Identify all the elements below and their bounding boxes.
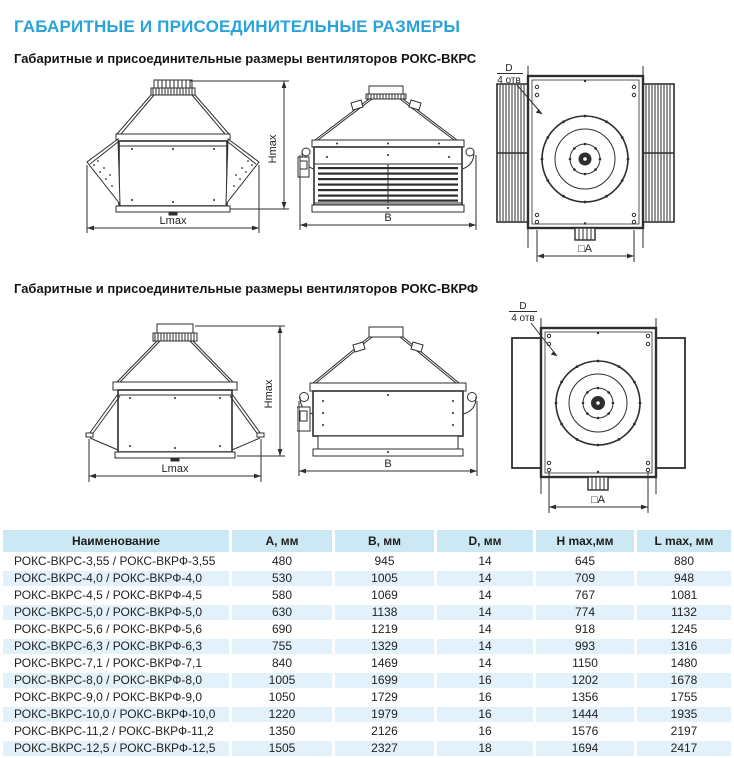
- row-name: РОКС-ВКРС-11,2 / РОКС-ВКРФ-11,2: [14, 724, 214, 738]
- header-hmax: Н max,мм: [536, 530, 634, 552]
- drawing-vkrf-front-view: [45, 322, 295, 490]
- dim-label-b: B: [384, 212, 392, 224]
- drawing-vkrs-side-view: [297, 85, 479, 235]
- dim-label-d: D: [519, 301, 527, 312]
- bottom-flange: [115, 452, 235, 458]
- row-value: 1699: [335, 673, 434, 688]
- hook-right: [462, 148, 474, 169]
- row-value: 1576: [571, 724, 599, 738]
- brace-right: [230, 394, 264, 450]
- row-value: 1219: [371, 622, 398, 636]
- hood-cap: [153, 324, 197, 341]
- row-value: 14: [437, 639, 533, 654]
- row-value: 1220: [232, 707, 332, 722]
- dim-label-a: □A: [591, 494, 605, 506]
- row-value: 645: [574, 554, 596, 568]
- row-value: 1069: [371, 588, 398, 602]
- hook-right: [463, 393, 477, 415]
- row-value: 1469: [371, 656, 398, 670]
- dim-label-lmax: Lmax: [161, 463, 189, 475]
- dim-label-hmax: Hmax: [267, 134, 279, 164]
- dim-label-a: □A: [578, 243, 592, 255]
- table-row: [3, 605, 731, 620]
- table-row: [3, 741, 731, 756]
- row-name: РОКС-ВКРС-8,0 / РОКС-ВКРФ-8,0: [3, 673, 229, 688]
- header-d: D, мм: [437, 530, 533, 552]
- row-value: 1505: [232, 741, 332, 756]
- row-value: 630: [232, 605, 332, 620]
- row-value: 1755: [670, 690, 698, 704]
- row-value: 1150: [572, 656, 598, 670]
- row-value: 1329: [335, 639, 434, 654]
- dim-label-d: D: [505, 63, 513, 74]
- row-value: 16: [478, 724, 492, 738]
- row-name: РОКС-ВКРС-5,0 / РОКС-ВКРФ-5,0: [3, 605, 229, 620]
- top-flange: [116, 134, 230, 141]
- row-value: 880: [673, 554, 695, 568]
- body: [313, 391, 463, 449]
- row-name: РОКС-ВКРС-3,55 / РОКС-ВКРФ-3,55: [14, 554, 216, 568]
- dim-label-hmax: Hmax: [263, 379, 275, 409]
- table-header-row: [3, 530, 731, 552]
- table-row: [3, 673, 731, 688]
- row-name: РОКС-ВКРС-4,5 / РОКС-ВКРФ-4,5: [14, 588, 203, 602]
- row-value: 16: [478, 690, 492, 704]
- table-row: [3, 554, 731, 569]
- row-value: 1050: [268, 690, 296, 704]
- hood: [313, 337, 459, 383]
- row-name: РОКС-ВКРС-12,5 / РОКС-ВКРФ-12,5: [3, 741, 229, 756]
- row-value: 1444: [536, 707, 634, 722]
- row-value: 480: [271, 554, 293, 568]
- row-value: 16: [437, 673, 533, 688]
- table-row: [3, 588, 731, 603]
- row-value: 1316: [637, 639, 731, 654]
- subtitle-vkrf: Габаритные и присоединительные размеры вентиляторов РОКС-ВКРФ: [14, 280, 479, 296]
- side-panel-right: [656, 338, 685, 468]
- row-value: 14: [437, 605, 533, 620]
- row-value: 1979: [335, 707, 434, 722]
- row-value: 2126: [371, 724, 398, 738]
- table-row: [3, 639, 731, 654]
- header-name: Наименование: [3, 530, 229, 552]
- table-row: [3, 707, 731, 722]
- row-value: 774: [536, 605, 634, 620]
- header-b: В, мм: [335, 530, 434, 552]
- hood: [117, 341, 233, 382]
- row-name: РОКС-ВКРС-9,0 / РОКС-ВКРФ-9,0: [14, 690, 203, 704]
- table-row: [3, 724, 731, 739]
- row-value: 530: [232, 571, 332, 586]
- row-value: 1694: [536, 741, 634, 756]
- row-value: 1132: [637, 605, 731, 620]
- row-value: 14: [437, 571, 533, 586]
- row-name: РОКС-ВКРС-10,0 / РОКС-ВКРФ-10,0: [3, 707, 229, 722]
- row-value: 945: [374, 554, 395, 568]
- dimensions-table: [0, 528, 734, 758]
- row-value: 14: [478, 656, 492, 670]
- row-value: 767: [574, 588, 596, 602]
- row-value: 690: [271, 622, 293, 636]
- header-a: А, мм: [232, 530, 332, 552]
- body: [119, 141, 227, 206]
- table-row: [3, 571, 731, 586]
- row-value: 14: [478, 622, 492, 636]
- row-value: 16: [437, 707, 533, 722]
- dim-label-lmax: Lmax: [159, 215, 187, 227]
- row-value: 1678: [637, 673, 731, 688]
- fan-impeller: [556, 361, 640, 445]
- brace-left: [86, 394, 120, 450]
- table-row: [3, 656, 731, 671]
- row-value: 1202: [536, 673, 634, 688]
- body: [118, 390, 232, 452]
- row-name: РОКС-ВКРС-4,0 / РОКС-ВКРФ-4,0: [3, 571, 229, 586]
- row-value: 2197: [670, 724, 698, 738]
- hood-cap: [366, 86, 406, 99]
- row-value: 755: [232, 639, 332, 654]
- row-value: 1138: [335, 605, 434, 620]
- row-value: 840: [271, 656, 293, 670]
- hood: [117, 95, 229, 134]
- drawing-vkrf-side-view: [297, 325, 479, 477]
- row-value: 1350: [268, 724, 296, 738]
- hood-cap: [369, 327, 403, 337]
- row-value: 18: [437, 741, 533, 756]
- page-title: ГАБАРИТНЫЕ И ПРИСОЕДИНИТЕЛЬНЫЕ РАЗМЕРЫ: [14, 17, 461, 37]
- motor-box: [575, 228, 595, 240]
- row-value: 918: [574, 622, 596, 636]
- bottom-flange: [116, 206, 230, 212]
- hood-cap: [151, 80, 195, 95]
- louver-panel-left: [497, 84, 528, 222]
- row-value: 14: [478, 588, 492, 602]
- row-name: РОКС-ВКРС-5,6 / РОКС-ВКРФ-5,6: [14, 622, 203, 636]
- louver-panel-right: [643, 84, 674, 222]
- side-flap-left: [87, 139, 120, 204]
- fan-impeller: [542, 116, 628, 202]
- holes-count-label: 4 отв: [511, 313, 535, 324]
- row-value: 1935: [637, 707, 731, 722]
- row-value: 1005: [335, 571, 434, 586]
- table-row: [3, 622, 731, 637]
- row-name: РОКС-ВКРС-6,3 / РОКС-ВКРФ-6,3: [3, 639, 229, 654]
- row-value: 948: [637, 571, 731, 586]
- row-value: 1245: [670, 622, 698, 636]
- drawing-vkrs-top-view: [487, 62, 734, 266]
- dim-label-b: B: [384, 458, 392, 470]
- table-row: [3, 690, 731, 705]
- row-value: 709: [536, 571, 634, 586]
- row-value: 993: [536, 639, 634, 654]
- drawing-vkrs-front-view: [40, 78, 295, 238]
- row-value: 1729: [371, 690, 398, 704]
- header-lmax: L max, мм: [637, 530, 731, 552]
- side-flap-right: [226, 139, 259, 204]
- drawing-vkrf-top-view: [505, 300, 733, 518]
- holes-count-label: 4 отв: [497, 75, 521, 86]
- row-value: 1480: [670, 656, 698, 670]
- row-value: 14: [478, 554, 492, 568]
- row-value: 2327: [335, 741, 434, 756]
- side-panel-left: [512, 338, 541, 468]
- row-value: 1081: [670, 588, 698, 602]
- row-name: РОКС-ВКРС-7,1 / РОКС-ВКРФ-7,1: [14, 656, 203, 670]
- top-flange: [113, 382, 237, 390]
- hood: [315, 99, 457, 140]
- row-value: 580: [271, 588, 293, 602]
- row-value: 1356: [571, 690, 599, 704]
- top-flange: [310, 383, 466, 391]
- subtitle-vkrs: Габаритные и присоединительные размеры вентиляторов РОКС-ВКРС: [14, 50, 477, 66]
- row-value: 1005: [232, 673, 332, 688]
- casing: [528, 76, 643, 228]
- row-value: 2417: [637, 741, 731, 756]
- motor-box: [588, 477, 608, 490]
